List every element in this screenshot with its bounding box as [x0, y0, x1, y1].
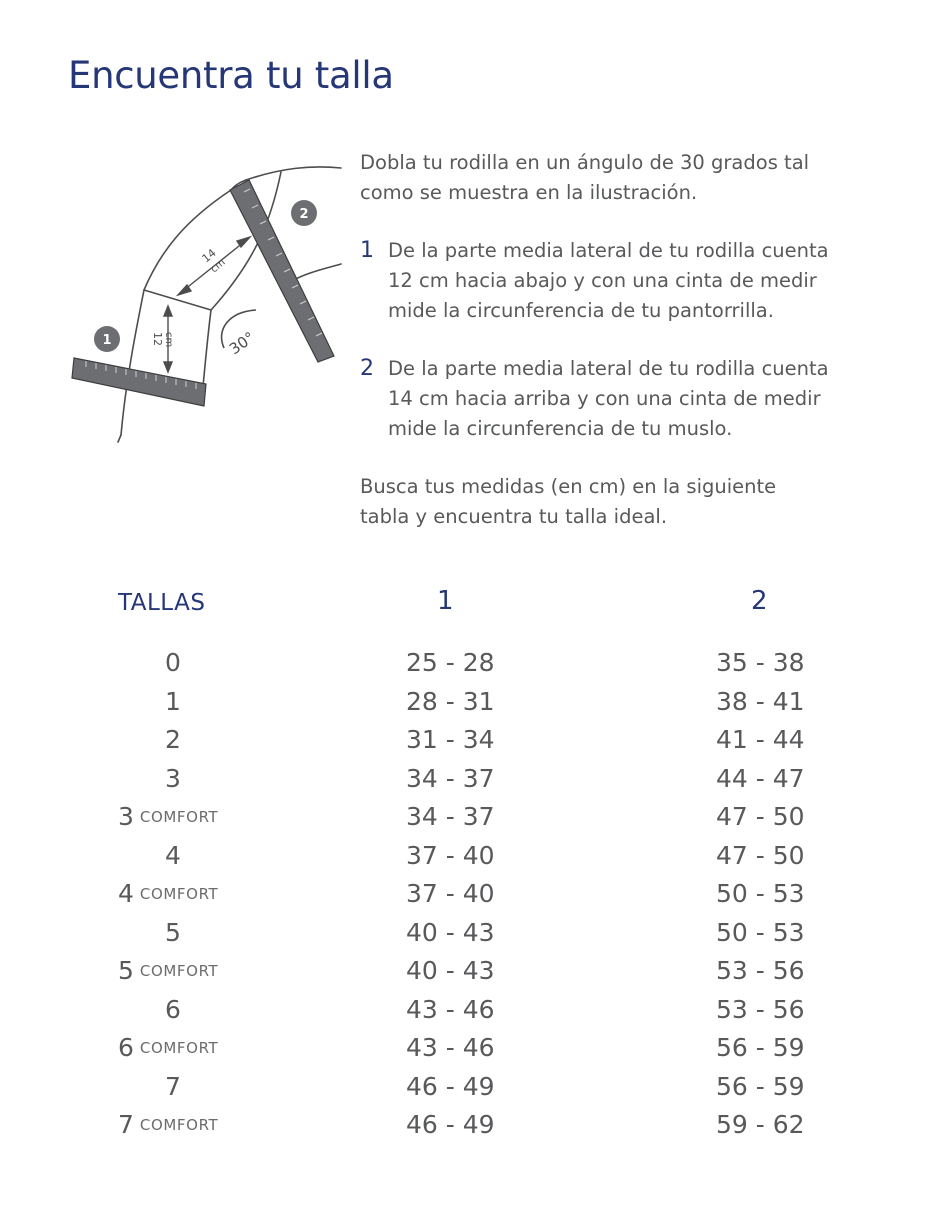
- table-row: [0, 995, 940, 1034]
- size-suffix: COMFORT: [139, 1116, 219, 1134]
- size-cell: [118, 1033, 228, 1062]
- measure-2-cell: 53 - 56: [716, 994, 805, 1024]
- measure-2-cell: 41 - 44: [716, 725, 805, 754]
- size-value: 3: [118, 802, 134, 831]
- measure-2-cell: 44 - 47: [716, 763, 805, 793]
- calf-measure-value: 12: [151, 332, 164, 346]
- size-value: 0: [165, 648, 181, 677]
- table-row: [0, 1033, 940, 1072]
- measure-1-cell: 28 - 31: [406, 686, 495, 716]
- table-body: [0, 648, 940, 1149]
- knee-measurement-illustration: [66, 160, 348, 450]
- size-value: 7: [165, 1071, 181, 1101]
- step-1-number: 1: [360, 238, 374, 263]
- measure-2-cell: 35 - 38: [716, 648, 805, 677]
- marker-2-label: 2: [299, 207, 309, 222]
- closing-line-2: tabla y encuentra tu talla ideal.: [360, 505, 668, 528]
- thigh-measure-value: 14: [199, 246, 219, 266]
- size-cell: [118, 687, 228, 716]
- measure-1-cell: 40 - 43: [406, 917, 495, 947]
- size-cell: [118, 841, 228, 870]
- step-1-line-3: mide la circunferencia de tu pantorrilla.: [388, 299, 774, 322]
- closing-paragraph: [360, 472, 900, 532]
- size-value: 4: [165, 840, 181, 870]
- measure-1-cell: 40 - 43: [406, 956, 495, 985]
- size-value: 6: [165, 994, 181, 1024]
- intro-line-2: como se muestra en la ilustración.: [360, 181, 698, 204]
- step-1-line-1: De la parte media lateral de tu rodilla cuenta: [388, 239, 829, 262]
- step-2-line-1: De la parte media lateral de tu rodilla cuenta: [388, 357, 829, 380]
- size-table: [0, 586, 940, 1149]
- marker-1: [94, 326, 120, 352]
- size-cell: [118, 764, 228, 793]
- thigh-measure-unit: cm: [208, 257, 228, 276]
- measure-2-cell: 38 - 41: [716, 686, 805, 716]
- measure-2-cell: 59 - 62: [716, 1110, 805, 1139]
- header-sizes: TALLAS: [118, 590, 206, 616]
- step-2-line-3: mide la circunferencia de tu muslo.: [388, 417, 733, 440]
- size-value: 1: [165, 686, 181, 716]
- size-cell: [118, 995, 228, 1024]
- calf-measure-unit: cm: [163, 332, 174, 348]
- step-2: [360, 354, 900, 444]
- table-row: [0, 764, 940, 803]
- measure-1-cell: 46 - 49: [406, 1071, 495, 1101]
- measure-2-cell: 56 - 59: [716, 1071, 805, 1101]
- table-row: [0, 841, 940, 880]
- step-2-line-2: 14 cm hacia arriba y con una cinta de medir: [388, 387, 821, 410]
- size-value: 4: [118, 879, 134, 908]
- table-row: [0, 1110, 940, 1149]
- measure-1-cell: 43 - 46: [406, 1033, 495, 1062]
- measure-2-cell: 56 - 59: [716, 1033, 805, 1062]
- size-value: 6: [118, 1033, 134, 1062]
- measure-1-cell: 25 - 28: [406, 648, 495, 677]
- size-value: 3: [165, 763, 181, 793]
- measure-2-cell: 53 - 56: [716, 956, 805, 985]
- table-row: [0, 879, 940, 918]
- intro-line-1: Dobla tu rodilla en un ángulo de 30 grados tal: [360, 151, 810, 174]
- measure-2-cell: 50 - 53: [716, 879, 805, 908]
- intro-paragraph: [360, 148, 900, 208]
- measure-2-cell: 47 - 50: [716, 840, 805, 870]
- size-cell: [118, 725, 228, 754]
- table-row: [0, 802, 940, 841]
- size-value: 7: [118, 1110, 134, 1139]
- step-2-number: 2: [360, 356, 374, 381]
- size-cell: [118, 918, 228, 947]
- table-row: [0, 687, 940, 726]
- size-value: 5: [165, 917, 181, 947]
- marker-1-label: 1: [102, 333, 112, 348]
- measure-1-cell: 43 - 46: [406, 994, 495, 1024]
- table-row: [0, 918, 940, 957]
- step-1: [360, 236, 900, 326]
- size-value: 2: [165, 725, 181, 754]
- marker-2: [291, 200, 317, 226]
- measure-1-cell: 37 - 40: [406, 879, 495, 908]
- measure-1-cell: 46 - 49: [406, 1110, 495, 1139]
- page-title: Encuentra tu talla: [68, 54, 394, 97]
- table-row: [0, 1072, 940, 1111]
- size-value: 5: [118, 956, 134, 985]
- angle-label: 30°: [225, 328, 259, 359]
- measure-2-cell: 50 - 53: [716, 917, 805, 947]
- header-measure-2: 2: [751, 586, 768, 616]
- measure-1-cell: 37 - 40: [406, 840, 495, 870]
- table-header: [0, 586, 940, 648]
- size-suffix: COMFORT: [139, 1039, 219, 1057]
- tape-measure-calf: [72, 358, 206, 406]
- size-cell: [118, 648, 228, 677]
- step-1-line-2: 12 cm hacia abajo y con una cinta de medir: [388, 269, 817, 292]
- size-suffix: COMFORT: [139, 808, 219, 826]
- knee-diagram: [66, 160, 348, 450]
- measure-1-cell: 31 - 34: [406, 725, 495, 754]
- table-row: [0, 648, 940, 687]
- size-cell: [118, 802, 228, 831]
- instructions: [360, 148, 900, 532]
- measure-2-cell: 47 - 50: [716, 802, 805, 831]
- table-row: [0, 725, 940, 764]
- closing-line-1: Busca tus medidas (en cm) en la siguiente: [360, 475, 777, 498]
- header-measure-1: 1: [437, 586, 454, 616]
- measure-1-cell: 34 - 37: [406, 763, 495, 793]
- size-cell: [118, 956, 228, 985]
- measure-1-cell: 34 - 37: [406, 802, 495, 831]
- table-row: [0, 956, 940, 995]
- size-suffix: COMFORT: [139, 962, 219, 980]
- size-cell: [118, 1110, 228, 1139]
- size-cell: [118, 879, 228, 908]
- size-cell: [118, 1072, 228, 1101]
- size-suffix: COMFORT: [139, 885, 219, 903]
